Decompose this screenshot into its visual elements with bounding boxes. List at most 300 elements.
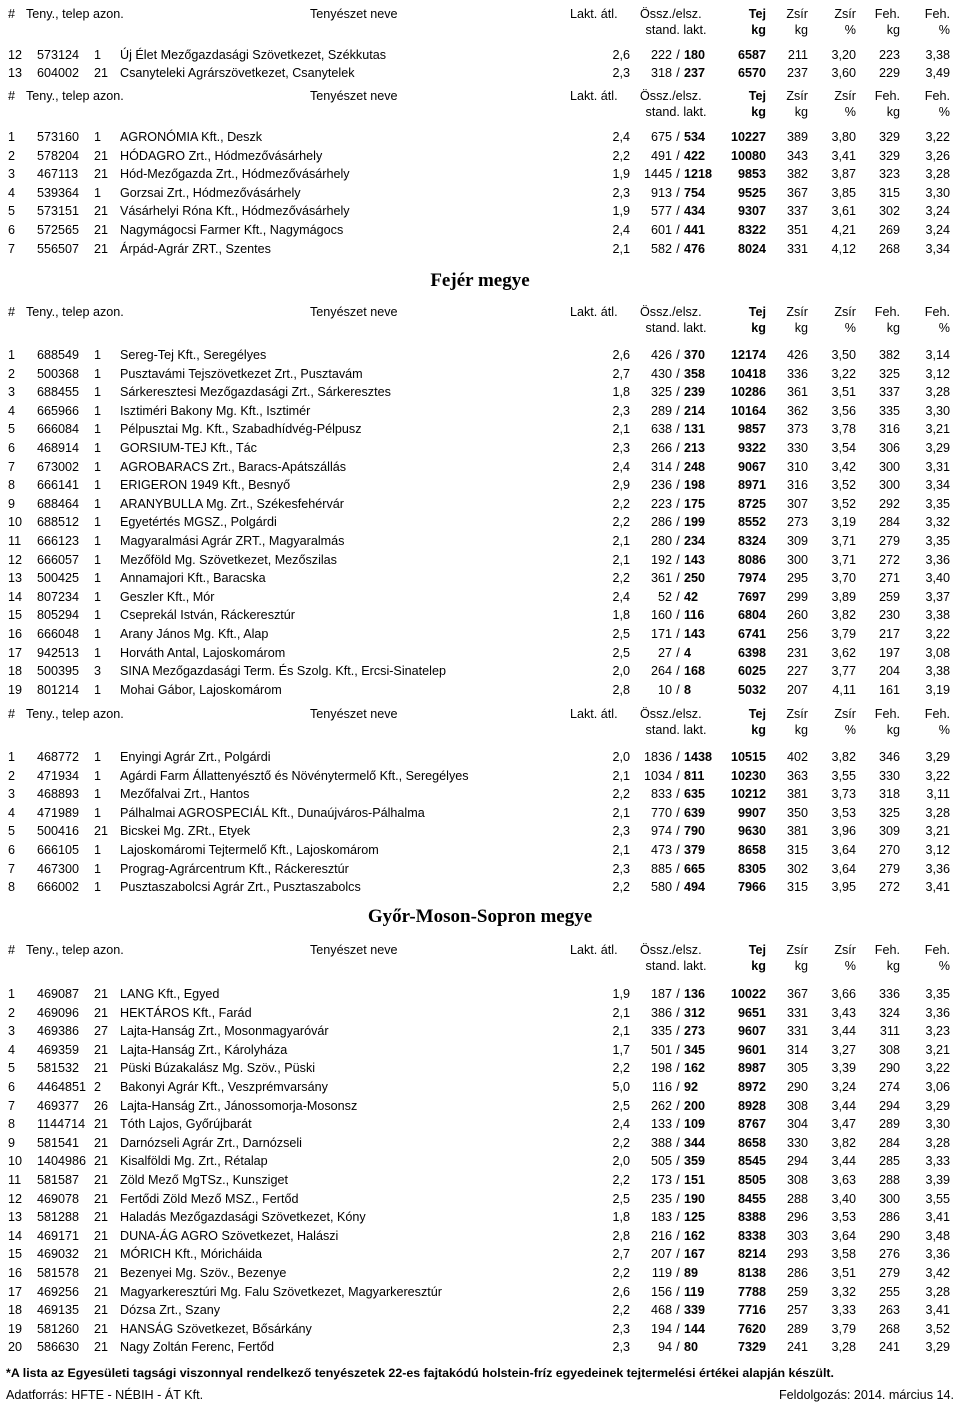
herd-name: Árpád-Agrár ZRT., Szentes (120, 242, 271, 256)
herd-name: Magyaralmási Agrár ZRT., Magyaralmás (120, 534, 345, 548)
herd-id: 573160 (37, 130, 80, 144)
milk-kg: 8455 (737, 1192, 766, 1206)
fat-percent: 3,71 (831, 553, 856, 567)
row-number: 8 (8, 1117, 16, 1131)
herd-name: Mezőfalvai Zrt., Hantos (120, 787, 250, 801)
header-herd-id: Teny., telep azon. (26, 707, 124, 721)
lactation-avg: 1,7 (612, 1043, 630, 1057)
fat-percent: 3,71 (831, 534, 856, 548)
total-lactation: 974 (650, 824, 672, 838)
protein-kg: 286 (878, 1210, 900, 1224)
herd-id: 471934 (37, 769, 80, 783)
protein-percent: 3,31 (925, 460, 950, 474)
row-number: 18 (8, 664, 23, 678)
protein-percent: 3,28 (925, 385, 950, 399)
lactation-avg: 2,4 (612, 1117, 630, 1131)
herd-id: 666084 (37, 422, 80, 436)
milk-kg: 8928 (737, 1099, 766, 1113)
lactation-avg: 2,4 (612, 590, 630, 604)
lactation-avg: 2,2 (612, 787, 630, 801)
slash-separator: / (676, 571, 680, 585)
herd-id: 1404986 (37, 1154, 87, 1168)
slash-separator: / (676, 1247, 680, 1261)
herd-name: Nagy Zoltán Ferenc, Fertőd (120, 1340, 274, 1354)
slash-separator: / (676, 553, 680, 567)
protein-percent: 3,48 (925, 1229, 950, 1243)
herd-name: Pusztaszabolcsi Agrár Zrt., Pusztaszabolcs (120, 880, 361, 894)
fat-kg: 308 (786, 1173, 808, 1187)
header-milk-unit: kg (751, 723, 766, 737)
standard-lactation: 214 (684, 404, 706, 418)
header-fat-pct-unit: % (844, 23, 856, 37)
table-row (0, 184, 960, 202)
herd-name: Sárkeresztesi Mezőgazdasági Zrt., Sárkeresztes (120, 385, 391, 399)
site-id: 1 (94, 750, 102, 764)
milk-kg: 8658 (737, 843, 766, 857)
header-fat-unit: kg (794, 723, 808, 737)
milk-kg: 10022 (730, 987, 766, 1001)
herd-name: Gorzsai Zrt., Hódmezővásárhely (120, 186, 301, 200)
milk-kg: 5032 (737, 683, 766, 697)
herd-id: 539364 (37, 186, 80, 200)
table-row (0, 662, 960, 680)
fat-kg: 207 (786, 683, 808, 697)
site-id: 1 (94, 460, 102, 474)
table-row (0, 1283, 960, 1301)
herd-name: Annamajori Kft., Baracska (120, 571, 266, 585)
fat-kg: 373 (786, 422, 808, 436)
fat-kg: 295 (786, 571, 808, 585)
lactation-avg: 2,3 (612, 1322, 630, 1336)
protein-kg: 269 (878, 223, 900, 237)
site-id: 21 (94, 1303, 109, 1317)
standard-lactation: 89 (684, 1266, 699, 1280)
total-lactation: 885 (650, 862, 672, 876)
fat-percent: 3,58 (831, 1247, 856, 1261)
herd-id: 578204 (37, 149, 80, 163)
header-fat-pct-unit: % (844, 321, 856, 335)
standard-lactation: 190 (684, 1192, 706, 1206)
slash-separator: / (676, 66, 680, 80)
fat-kg: 363 (786, 769, 808, 783)
protein-percent: 3,40 (925, 571, 950, 585)
row-number: 3 (8, 167, 16, 181)
milk-kg: 10286 (730, 385, 766, 399)
standard-lactation: 273 (684, 1024, 706, 1038)
row-number: 6 (8, 223, 16, 237)
total-lactation: 173 (650, 1173, 672, 1187)
row-number: 9 (8, 1136, 16, 1150)
herd-name: Dózsa Zrt., Szany (120, 1303, 221, 1317)
header-number: # (8, 7, 16, 21)
protein-kg: 284 (878, 515, 900, 529)
row-number: 15 (8, 1247, 23, 1261)
total-lactation: 27 (657, 646, 672, 660)
protein-percent: 3,30 (925, 186, 950, 200)
table-header (0, 942, 960, 982)
standard-lactation: 312 (684, 1006, 706, 1020)
header-herd-name: Tenyészet neve (310, 305, 398, 319)
row-number: 10 (8, 1154, 23, 1168)
fat-kg: 331 (786, 1006, 808, 1020)
fat-percent: 3,41 (831, 149, 856, 163)
lactation-avg: 2,6 (612, 48, 630, 62)
standard-lactation: 250 (684, 571, 706, 585)
total-lactation: 580 (650, 880, 672, 894)
site-id: 1 (94, 683, 102, 697)
lactation-avg: 2,1 (612, 534, 630, 548)
table-row (0, 1171, 960, 1189)
fat-percent: 3,40 (831, 1192, 856, 1206)
site-id: 1 (94, 404, 102, 418)
site-id: 1 (94, 590, 102, 604)
protein-percent: 3,38 (925, 664, 950, 678)
header-herd-name: Tenyészet neve (310, 707, 398, 721)
table-row (0, 240, 960, 258)
herd-name: LANG Kft., Egyed (120, 987, 220, 1001)
lactation-avg: 2,3 (612, 66, 630, 80)
herd-name: Mohai Gábor, Lajoskomárom (120, 683, 282, 697)
milk-kg: 9525 (737, 186, 766, 200)
protein-kg: 300 (878, 478, 900, 492)
site-id: 1 (94, 553, 102, 567)
site-id: 21 (94, 1006, 109, 1020)
herd-id: 469032 (37, 1247, 80, 1261)
protein-kg: 300 (878, 460, 900, 474)
protein-kg: 290 (878, 1229, 900, 1243)
total-lactation: 582 (650, 242, 672, 256)
fat-percent: 3,27 (831, 1043, 856, 1057)
fat-kg: 302 (786, 862, 808, 876)
herd-name: HEKTÁROS Kft., Farád (120, 1006, 252, 1020)
total-lactation: 386 (650, 1006, 672, 1020)
lactation-avg: 2,2 (612, 497, 630, 511)
protein-kg: 229 (878, 66, 900, 80)
herd-id: 469096 (37, 1006, 80, 1020)
protein-percent: 3,41 (925, 1303, 950, 1317)
total-lactation: 223 (650, 497, 672, 511)
table-row (0, 785, 960, 803)
row-number: 17 (8, 646, 23, 660)
lactation-avg: 2,2 (612, 880, 630, 894)
header-milk: Tej (748, 707, 766, 721)
fat-kg: 231 (786, 646, 808, 660)
header-fat-pct: Zsír (834, 7, 856, 21)
protein-percent: 3,19 (925, 683, 950, 697)
milk-kg: 8545 (737, 1154, 766, 1168)
protein-percent: 3,30 (925, 1117, 950, 1131)
slash-separator: / (676, 1173, 680, 1187)
herd-id: 572565 (37, 223, 80, 237)
standard-lactation: 422 (684, 149, 706, 163)
fat-kg: 343 (786, 149, 808, 163)
fat-kg: 310 (786, 460, 808, 474)
total-lactation: 10 (657, 683, 672, 697)
herd-id: 469256 (37, 1285, 80, 1299)
lactation-avg: 2,2 (612, 1136, 630, 1150)
slash-separator: / (676, 348, 680, 362)
protein-percent: 3,12 (925, 367, 950, 381)
protein-percent: 3,36 (925, 862, 950, 876)
protein-kg: 330 (878, 769, 900, 783)
row-number: 4 (8, 186, 16, 200)
herd-name: Nagymágocsi Farmer Kft., Nagymágocs (120, 223, 344, 237)
protein-percent: 3,08 (925, 646, 950, 660)
header-fat: Zsír (786, 7, 808, 21)
milk-kg: 10227 (730, 130, 766, 144)
table-row (0, 569, 960, 587)
fat-kg: 381 (786, 787, 808, 801)
site-id: 21 (94, 1173, 109, 1187)
herd-id: 688512 (37, 515, 80, 529)
county-title: Fejér megye (430, 270, 530, 291)
protein-kg: 294 (878, 1099, 900, 1113)
protein-kg: 230 (878, 608, 900, 622)
fat-percent: 3,61 (831, 204, 856, 218)
protein-kg: 223 (878, 48, 900, 62)
fat-kg: 307 (786, 497, 808, 511)
herd-id: 666057 (37, 553, 80, 567)
standard-lactation: 125 (684, 1210, 706, 1224)
protein-kg: 255 (878, 1285, 900, 1299)
header-protein: Feh. (874, 7, 900, 21)
slash-separator: / (676, 1303, 680, 1317)
table-row (0, 1245, 960, 1263)
total-lactation: 171 (650, 627, 672, 641)
protein-kg: 316 (878, 422, 900, 436)
herd-name: Geszler Kft., Mór (120, 590, 215, 604)
protein-percent: 3,29 (925, 441, 950, 455)
row-number: 10 (8, 515, 23, 529)
slash-separator: / (676, 242, 680, 256)
row-number: 19 (8, 1322, 23, 1336)
protein-kg: 268 (878, 242, 900, 256)
milk-kg: 7966 (737, 880, 766, 894)
header-herd-id: Teny., telep azon. (26, 305, 124, 319)
protein-kg: 197 (878, 646, 900, 660)
header-fat-pct: Zsír (834, 89, 856, 103)
milk-kg: 7788 (737, 1285, 766, 1299)
protein-kg: 263 (878, 1303, 900, 1317)
fat-percent: 3,54 (831, 441, 856, 455)
herd-id: 581288 (37, 1210, 80, 1224)
slash-separator: / (676, 1285, 680, 1299)
milk-kg: 9857 (737, 422, 766, 436)
header-fat: Zsír (786, 707, 808, 721)
table-row (0, 64, 960, 82)
herd-name: GORSIUM-TEJ Kft., Tác (120, 441, 257, 455)
table-row (0, 985, 960, 1003)
milk-kg: 6570 (737, 66, 766, 80)
site-id: 1 (94, 441, 102, 455)
row-number: 1 (8, 987, 16, 1001)
lactation-avg: 2,1 (612, 422, 630, 436)
milk-kg: 8305 (737, 862, 766, 876)
protein-percent: 3,22 (925, 130, 950, 144)
herd-id: 469171 (37, 1229, 80, 1243)
row-number: 5 (8, 824, 16, 838)
header-protein-pct-unit: % (938, 321, 950, 335)
standard-lactation: 162 (684, 1061, 706, 1075)
fat-kg: 288 (786, 1192, 808, 1206)
lactation-avg: 2,5 (612, 1099, 630, 1113)
fat-percent: 3,78 (831, 422, 856, 436)
fat-kg: 316 (786, 478, 808, 492)
table-row (0, 804, 960, 822)
table-row (0, 1301, 960, 1319)
fat-kg: 237 (786, 66, 808, 80)
table-row (0, 606, 960, 624)
total-lactation: 94 (657, 1340, 672, 1354)
fat-kg: 331 (786, 242, 808, 256)
milk-kg: 8214 (737, 1247, 766, 1261)
fat-percent: 4,11 (832, 683, 856, 697)
site-id: 1 (94, 806, 102, 820)
fat-percent: 3,44 (831, 1154, 856, 1168)
site-id: 1 (94, 843, 102, 857)
standard-lactation: 811 (684, 769, 705, 783)
site-id: 21 (94, 242, 109, 256)
lactation-avg: 2,1 (612, 553, 630, 567)
table-header (0, 304, 960, 344)
fat-percent: 3,95 (831, 880, 856, 894)
protein-percent: 3,21 (925, 422, 950, 436)
header-fat-pct: Zsír (834, 707, 856, 721)
total-lactation: 264 (650, 664, 672, 678)
table-row (0, 767, 960, 785)
herd-id: 805294 (37, 608, 80, 622)
header-protein-unit: kg (886, 959, 900, 973)
header-milk-unit: kg (751, 959, 766, 973)
slash-separator: / (676, 769, 680, 783)
total-lactation: 187 (650, 987, 672, 1001)
protein-percent: 3,29 (925, 750, 950, 764)
protein-kg: 284 (878, 1136, 900, 1150)
fat-kg: 402 (786, 750, 808, 764)
header-protein-pct-unit: % (938, 723, 950, 737)
site-id: 21 (94, 1154, 109, 1168)
site-id: 21 (94, 1192, 109, 1206)
header-fat-pct-unit: % (844, 959, 856, 973)
header-herd-id: Teny., telep azon. (26, 943, 124, 957)
herd-name: Arany János Mg. Kft., Alap (120, 627, 269, 641)
protein-kg: 336 (878, 987, 900, 1001)
fat-percent: 3,43 (831, 1006, 856, 1020)
lactation-avg: 1,8 (612, 385, 630, 399)
herd-id: 469359 (37, 1043, 80, 1057)
site-id: 21 (94, 1266, 109, 1280)
protein-percent: 3,11 (926, 787, 950, 801)
herd-id: 468772 (37, 750, 80, 764)
site-id: 21 (94, 1285, 109, 1299)
fat-percent: 3,85 (831, 186, 856, 200)
fat-percent: 3,80 (831, 130, 856, 144)
herd-name: Agárdi Farm Állattenyésztő és Növénytermelő Kft., Seregélyes (120, 769, 469, 783)
herd-id: 942513 (37, 646, 80, 660)
milk-kg: 9601 (737, 1043, 766, 1057)
milk-kg: 7716 (737, 1303, 766, 1317)
protein-percent: 3,36 (925, 1006, 950, 1020)
row-number: 2 (8, 769, 16, 783)
lactation-avg: 2,6 (612, 348, 630, 362)
milk-kg: 8658 (737, 1136, 766, 1150)
lactation-avg: 1,9 (612, 204, 630, 218)
standard-lactation: 143 (684, 553, 706, 567)
herd-name: Pusztavámi Tejszövetkezet Zrt., Pusztavám (120, 367, 363, 381)
lactation-avg: 2,4 (612, 130, 630, 144)
herd-name: Egyetértés MGSZ., Polgárdi (120, 515, 277, 529)
fat-kg: 389 (786, 130, 808, 144)
table-row (0, 46, 960, 64)
slash-separator: / (676, 880, 680, 894)
lactation-avg: 2,2 (612, 1173, 630, 1187)
row-number: 2 (8, 1006, 16, 1020)
lactation-avg: 2,5 (612, 1192, 630, 1206)
standard-lactation: 434 (684, 204, 706, 218)
header-protein-unit: kg (886, 321, 900, 335)
row-number: 7 (8, 1099, 16, 1113)
herd-id: 688549 (37, 348, 80, 362)
slash-separator: / (676, 130, 680, 144)
header-protein-pct-unit: % (938, 105, 950, 119)
protein-kg: 204 (878, 664, 900, 678)
protein-percent: 3,37 (925, 590, 950, 604)
standard-lactation: 213 (684, 441, 706, 455)
site-id: 1 (94, 497, 102, 511)
table-row (0, 1041, 960, 1059)
header-milk: Tej (748, 305, 766, 319)
slash-separator: / (676, 1322, 680, 1336)
total-lactation: 216 (650, 1229, 672, 1243)
row-number: 4 (8, 404, 16, 418)
fat-percent: 3,44 (831, 1099, 856, 1113)
lactation-avg: 5,0 (612, 1080, 630, 1094)
standard-lactation: 143 (684, 627, 706, 641)
fat-percent: 3,47 (831, 1117, 856, 1131)
total-lactation: 262 (650, 1099, 672, 1113)
site-id: 21 (94, 987, 109, 1001)
fat-percent: 3,89 (831, 590, 856, 604)
row-number: 2 (8, 367, 16, 381)
slash-separator: / (676, 843, 680, 857)
herd-name: Kisalföldi Mg. Zrt., Rétalap (120, 1154, 268, 1168)
row-number: 5 (8, 204, 16, 218)
standard-lactation: 175 (684, 497, 706, 511)
site-id: 1 (94, 627, 102, 641)
herd-id: 801214 (37, 683, 80, 697)
fat-kg: 361 (786, 385, 808, 399)
herd-name: Pélpusztai Mg. Kft., Szabadhídvég-Pélpusz (120, 422, 362, 436)
header-fat-unit: kg (794, 23, 808, 37)
protein-percent: 3,55 (925, 1192, 950, 1206)
protein-kg: 302 (878, 204, 900, 218)
lactation-avg: 2,6 (612, 1285, 630, 1299)
total-lactation: 325 (650, 385, 672, 399)
lactation-avg: 2,9 (612, 478, 630, 492)
slash-separator: / (676, 404, 680, 418)
table-row (0, 644, 960, 662)
fat-percent: 3,63 (831, 1173, 856, 1187)
standard-lactation: 8 (684, 683, 692, 697)
row-number: 13 (8, 66, 23, 80)
fat-percent: 3,64 (831, 843, 856, 857)
row-number: 3 (8, 385, 16, 399)
protein-kg: 289 (878, 1117, 900, 1131)
herd-id: 666002 (37, 880, 80, 894)
herd-name: ERIGERON 1949 Kft., Besnyő (120, 478, 291, 492)
header-fat-pct: Zsír (834, 305, 856, 319)
fat-percent: 3,51 (831, 385, 856, 399)
